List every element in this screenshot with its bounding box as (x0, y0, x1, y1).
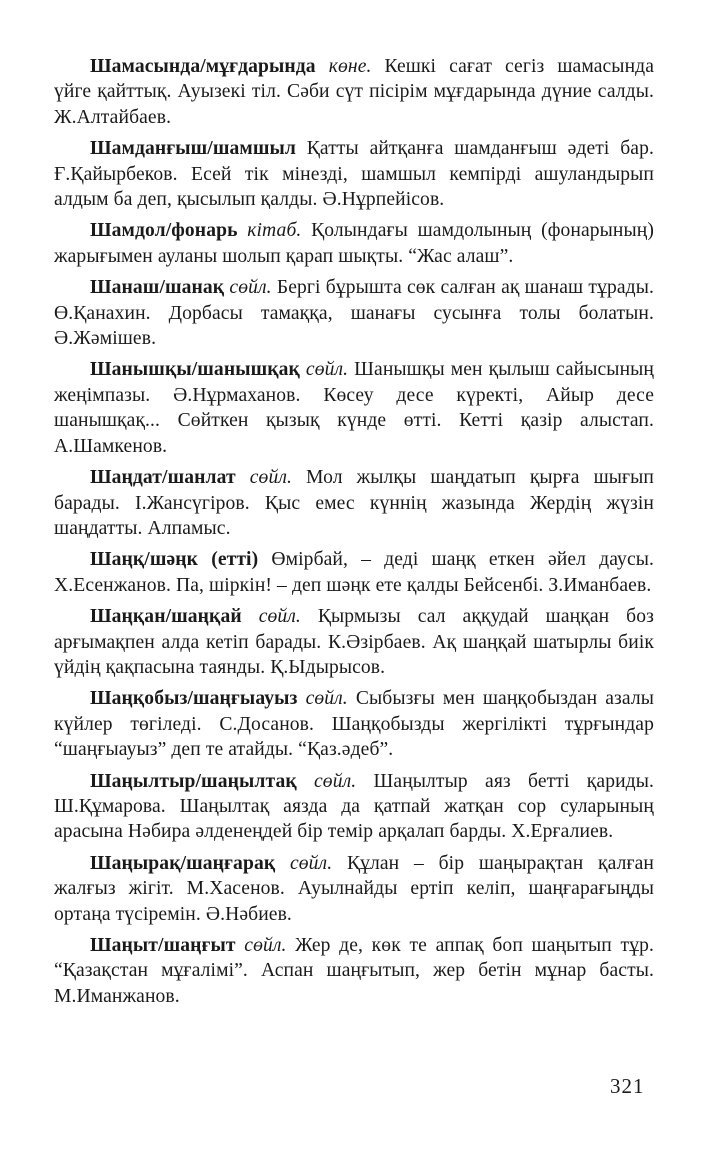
usage-mark: сөйл. (244, 935, 287, 956)
headword: Шаңдат/шанлат (90, 467, 236, 489)
dictionary-page (54, 54, 654, 1015)
entry-text: Қолындағы шамдолының (фонарының) жарығымен ауланы шолып қарап шықты. “Жас алаш”. (54, 220, 654, 267)
entry-text: Кешкі сағат сегіз шамасында үйге қайттық. Ауызекі тіл. Сәби сүт пісірім мұғдарында дүние салды. Ж.Алтайбаев. (54, 56, 655, 128)
headword: Шамасында/мұғдарында (90, 56, 316, 77)
dictionary-entry (54, 136, 654, 212)
dictionary-entry (54, 604, 654, 680)
entry-text: Қырмызы сал аққудай шаңқан боз арғымақпен алда кетіп барады. К.Әзірбаев. Ақ шаңқай шатырлы биік үйдің қақпасына таянды. Қ.Ыдырысов. (54, 606, 654, 678)
headword: Шаңқ/шәңк (етті) (90, 549, 259, 571)
dictionary-entry (54, 218, 654, 269)
usage-mark: сөйл. (258, 606, 301, 628)
headword: Шанышқы/шанышқақ (90, 359, 300, 381)
headword: Шаңқобыз/шаңғыауыз (90, 688, 298, 710)
entry-text: Шаңылтыр аяз бетті қариды. Ш.Құмарова. Шаңылтақ аязда да қатпай жатқан сор суларының арасына Нәбира әлденеңдей бір темір арқалап барды. Х.Ерғалиев. (54, 770, 655, 843)
usage-mark: кітаб. (247, 220, 302, 242)
dictionary-entry (54, 275, 654, 351)
headword: Шаңылтыр/шаңылтақ (90, 770, 297, 792)
entry-text: Құлан – бір шаңырақтан қалған жалғыз жігіт. М.Хасенов. Ауылнайды ертіп келіп, шаңғарағыңды ортаңа түсіремін. Ә.Нәбиев. (54, 852, 654, 925)
entry-text: Мол жылқы шаңдатып қырға шығып барады. І.Жансүгіров. Қыс емес күннің жазында Жердің жүзін шаңдатты. Алпамыс. (54, 467, 655, 539)
dictionary-entry (54, 357, 654, 459)
entry-text: Сыбызғы мен шаңқобыздан азалы күйлер төгіледі. С.Досанов. Шаңқобызды жергілікті тұрғындар “шаңғыауыз” деп те атайды. “Қаз.әдеб”. (54, 688, 655, 761)
entry-text: Қатты айтқанға шамданғыш әдеті бар. Ғ.Қайырбеков. Есей тік мінезді, шамшыл кемпірді ашуландырып алдым ба деп, қысылып қалды. Ә.Нұрпейісов. (54, 138, 654, 211)
headword: Шаңқан/шаңқай (90, 606, 242, 628)
headword: Шамданғыш/шамшыл (90, 138, 296, 160)
headword: Шамдол/фонарь (90, 220, 238, 242)
usage-mark: сөйл. (229, 277, 272, 299)
headword: Шанаш/шанақ (90, 277, 225, 299)
dictionary-entry (54, 933, 654, 1009)
entry-text: Бергі бұрышта сөк салған ақ шанаш тұрады. Ө.Қанахин. Дорбасы тамаққа, шанағы сусынға толы болатын. Ә.Жәмішев. (54, 277, 655, 350)
usage-mark: көне. (328, 56, 372, 77)
usage-mark: сөйл. (289, 852, 333, 874)
dictionary-entry (54, 465, 654, 541)
dictionary-entry (54, 686, 654, 762)
usage-mark: сөйл. (314, 770, 357, 792)
usage-mark: сөйл. (305, 359, 349, 381)
dictionary-entry (54, 547, 654, 598)
headword: Шаңырақ/шаңғарақ (90, 852, 276, 874)
dictionary-entry (54, 851, 654, 927)
entry-text: Шанышқы мен қылыш сайысының жеңімпазы. Ә.Нұрмаханов. Көсеу десе күректі, Айыр десе шанышқақ... Сөйткен қызық күнде өтті. Кетті қазір алыстап. А.Шамкенов. (54, 359, 655, 457)
usage-mark: сөйл. (249, 467, 292, 489)
entry-text: Жер де, көк те аппақ боп шаңытып тұр. “Қазақстан мұғалімі”. Аспан шаңғытып, жер бетін мұнар басты. М.Иманжанов. (54, 935, 654, 1007)
entry-text: Өмірбай, – деді шаңқ еткен әйел даусы. Х.Есенжанов. Па, шіркін! – деп шәңк ете қалды Бейсенбі. З.Иманбаев. (54, 549, 655, 596)
headword: Шаңыт/шаңғыт (90, 935, 236, 956)
dictionary-entry (54, 769, 654, 845)
page-number: 321 (610, 1074, 645, 1098)
usage-mark: сөйл. (305, 688, 348, 710)
dictionary-entry (54, 54, 654, 130)
